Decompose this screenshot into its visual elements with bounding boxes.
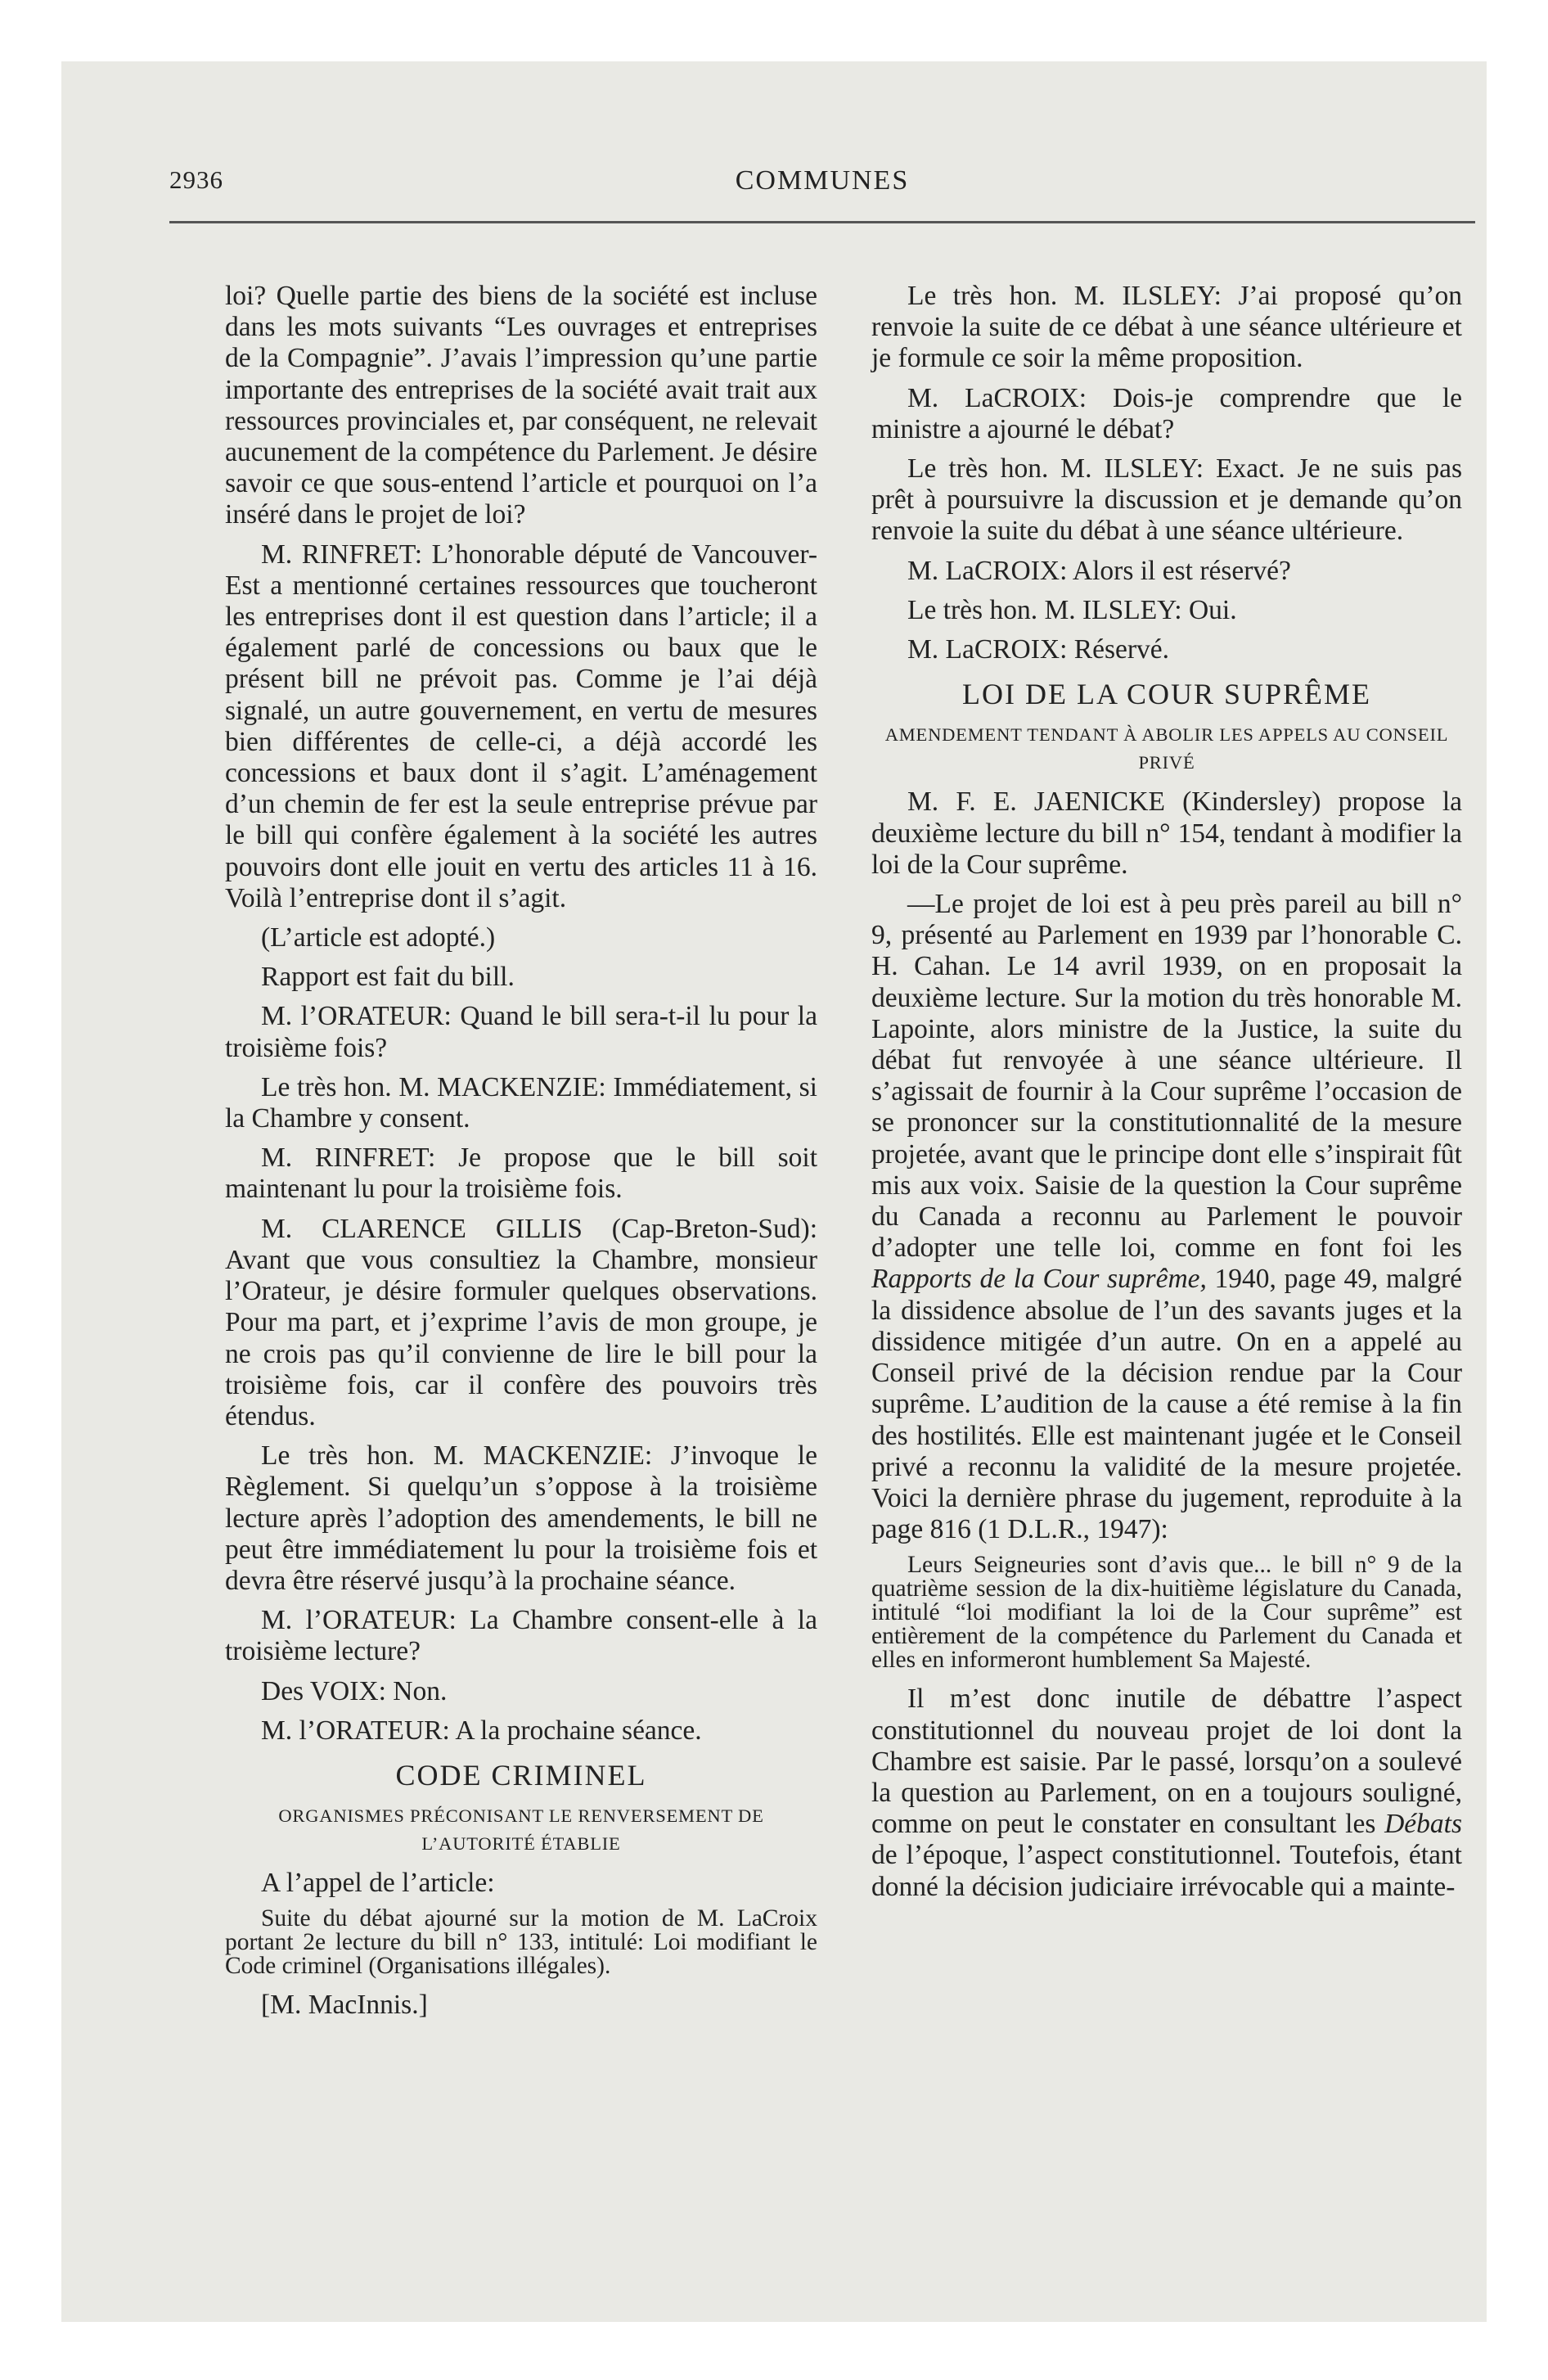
paragraph: (L’article est adopté.) — [261, 922, 496, 953]
paragraph: M. l’ORATEUR: La Chambre consent-elle à la troisième lecture? — [225, 1605, 817, 1667]
block-quote: Leurs Seigneuries sont d’avis que... le bill n° 9 de la quatrième session de la dix-huitième législature du Canada, intitulé “loi modifiant la loi de la Cour suprême” est entièrement de la compétence du Parlement du Canada et elles en informeront humblement Sa Majesté. — [871, 1552, 1462, 1674]
speaker-note: [M. MacInnis.] — [261, 1990, 428, 2021]
left-column — [225, 281, 817, 2030]
paragraph — [871, 1684, 1462, 1902]
text-run: —Le projet de loi est à peu près pareil au bill n° 9, présenté au Parlement en 1939 par l’honorable C. H. Cahan. Le 14 avril 1939, on en proposait la deuxième lecture. Sur la motion du très honorable M. Lapointe, alors ministre de la Justice, la suite du débat fut renvoyée à une séance ultérieure. Il s’agissait de fournir à la Cour suprême l’occasion de se prononcer sur la constitutionnalité de la mesure projetée, avant que le principe dont elle s’inspirait fût mis aux voix. Saisie de la question la Cour suprême du Canada a reconnu au Parlement le pouvoir d’adopter une telle loi, comme en font foi les — [871, 889, 1462, 1264]
paragraph: Le très hon. M. ILSLEY: Oui. — [907, 594, 1237, 625]
text-run: de l’époque, l’aspect constitutionnel. Toutefois, étant donné la décision judiciaire irrévocable qui a mainte- — [871, 1840, 1462, 1902]
right-column — [871, 281, 1462, 1911]
paragraph: Le très hon. M. MACKENZIE: J’invoque le Règlement. Si quelqu’un s’oppose à la troisième lecture après l’adoption des amendements, le bill ne peut être immédiatement lu pour la troisième fois et devra être réservé jusqu’à la prochaine séance. — [225, 1440, 817, 1596]
paragraph: M. l’ORATEUR: A la prochaine séance. — [261, 1715, 702, 1746]
paragraph: M. LaCROIX: Réservé. — [907, 634, 1170, 665]
page-number: 2936 — [169, 165, 223, 194]
running-head — [169, 156, 1475, 223]
paragraph: M. CLARENCE GILLIS (Cap-Breton-Sud): Avant que vous consultiez la Chambre, monsieur l’Orateur, je désire formuler quelques observations. Pour ma part, et j’exprime l’avis de mon groupe, je ne crois pas qu’il convienne de lire le bill pour la troisième fois, car il confère des pouvoirs très étendus. — [225, 1213, 817, 1431]
paragraph: M. F. E. JAENICKE (Kindersley) propose la deuxième lecture du bill n° 154, tendant à modifier la loi de la Cour suprême. — [871, 787, 1462, 880]
paragraph: M. RINFRET: Je propose que le bill soit maintenant lu pour la troisième fois. — [225, 1143, 817, 1205]
italic-title: Rapports de la Cour suprême, — [871, 1264, 1207, 1295]
italic-title: Débats — [1384, 1809, 1462, 1840]
section-subheading: AMENDEMENT TENDANT À ABOLIR LES APPELS AU CONSEIL PRIVÉ — [884, 724, 1449, 773]
paragraph: Le très hon. M. ILSLEY: Exact. Je ne suis pas prêt à poursuivre la discussion et je demande qu’on renvoie la suite du débat à une séance ultérieure. — [871, 453, 1462, 547]
paragraph: loi? Quelle partie des biens de la société est incluse dans les mots suivants “Les ouvrages et entreprises de la Compagnie”. J’avais l’impression qu’une partie importante des entreprises de la société avait trait aux ressources provinciales et, par conséquent, ne relevait aucunement de la compétence du Parlement. Je désire savoir ce que sous-entend l’article et pourquoi on l’a inséré dans le projet de loi? — [225, 281, 817, 530]
paragraph: M. l’ORATEUR: Quand le bill sera-t-il lu pour la troisième fois? — [225, 1001, 817, 1063]
paragraph: M. LaCROIX: Alors il est réservé? — [907, 555, 1291, 586]
paragraph — [871, 889, 1462, 1545]
paragraph: A l’appel de l’article: — [261, 1868, 495, 1899]
paragraph: Le très hon. M. ILSLEY: J’ai proposé qu’on renvoie la suite de ce débat à une séance ultérieure et je formule ce soir la même proposition. — [871, 281, 1462, 374]
paragraph: Le très hon. M. MACKENZIE: Immédiatement, si la Chambre y consent. — [225, 1071, 817, 1134]
section-heading: CODE CRIMINEL — [395, 1758, 647, 1792]
section-heading: LOI DE LA COUR SUPRÊME — [961, 678, 1372, 711]
scanned-page — [61, 61, 1487, 2322]
paragraph: Des VOIX: Non. — [261, 1675, 448, 1706]
text-run: 1940, page 49, malgré la dissidence absolue de l’un des savants juges et la dissidence mitigée d’un autre. On en a appelé au Conseil privé de la décision rendue par la Cour suprême. L’audition de la cause a été remise à la fin des hostilités. Elle est maintenant jugée et le Conseil privé a reconnu la validité de la mesure projetée. Voici la dernière phrase du jugement, reproduite à la page 816 (1 D.L.R., 1947): — [871, 1264, 1462, 1545]
section-subheading: ORGANISMES PRÉCONISANT LE RENVERSEMENT DE L’AUTORITÉ ÉTABLIE — [278, 1805, 764, 1855]
page-title: COMMUNES — [735, 165, 910, 196]
paragraph: Rapport est fait du bill. — [261, 962, 515, 993]
paragraph: M. LaCROIX: Dois-je comprendre que le ministre a ajourné le débat? — [871, 382, 1462, 444]
paragraph: M. RINFRET: L’honorable député de Vancouver-Est a mentionné certaines ressources que toucheront les entreprises dont il est question dans l’article; il a également parlé de concessions ou baux que le présent bill ne prévoit pas. Comme je l’ai déjà signalé, un autre gouvernement, en vertu de mesures bien différentes de celle-ci, a déjà accordé les concessions et baux dont il s’agit. L’aménagement d’un chemin de fer est la seule entreprise prévue par le bill qui confère également à la société les autres pouvoirs dont elle jouit en vertu des articles 11 à 16. Voilà l’entreprise dont il s’agit. — [225, 539, 817, 913]
text-run: Il m’est donc inutile de débattre l’aspect constitutionnel du nouveau projet de loi dont la Chambre est saisie. Par le passé, lorsqu’on a soulevé la question au Parlement, on en a toujours souligné, comme on peut le constater en consultant les — [871, 1684, 1462, 1840]
block-quote: Suite du débat ajourné sur la motion de M. LaCroix portant 2e lecture du bill n° 133, intitulé: Loi modifiant le Code criminel (Organisations illégales). — [225, 1905, 817, 1980]
